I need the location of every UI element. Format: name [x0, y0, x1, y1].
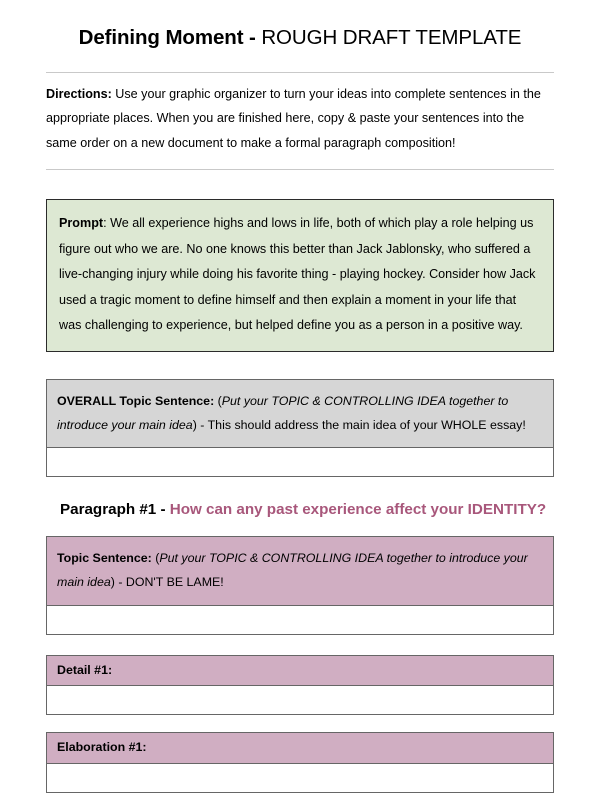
detail-one-header — [46, 655, 554, 687]
prompt-box — [46, 199, 554, 352]
overall-paren-open: ( — [214, 394, 222, 409]
topic-sentence-label: Topic Sentence: — [57, 551, 152, 566]
divider-top — [46, 72, 554, 73]
detail-one-label: Detail #1: — [57, 662, 113, 677]
paragraph-one-label: Paragraph #1 - — [60, 501, 170, 519]
topic-sentence-section — [46, 536, 554, 634]
overall-topic-sentence-header — [46, 379, 554, 448]
overall-trailing-text: - This should address the main idea of your WHOLE essay! — [196, 418, 526, 433]
overall-topic-sentence-section — [46, 379, 554, 477]
topic-sentence-answer-field[interactable] — [46, 606, 554, 635]
overall-topic-sentence-label: OVERALL Topic Sentence: — [57, 394, 215, 409]
overall-italic-instruction: Put your TOPIC & CONTROLLING IDEA together to introduce your main idea — [57, 394, 509, 433]
overall-topic-sentence-answer-field[interactable] — [46, 448, 554, 477]
page-title — [46, 0, 554, 51]
topic-trailing-text: - DON'T BE LAME! — [114, 575, 224, 590]
topic-sentence-header — [46, 536, 554, 605]
directions-paragraph — [46, 82, 554, 156]
topic-paren-close: ) — [110, 575, 115, 590]
elaboration-one-answer-field[interactable] — [46, 764, 554, 793]
page-title-regular: ROUGH DRAFT TEMPLATE — [261, 26, 522, 49]
elaboration-one-label: Elaboration #1: — [57, 740, 147, 755]
topic-italic-instruction: Put your TOPIC & CONTROLLING IDEA together to introduce your main idea — [57, 551, 528, 590]
paragraph-one-heading — [46, 500, 554, 520]
page-title-bold: Defining Moment - — [78, 26, 262, 49]
prompt-label: Prompt — [59, 216, 104, 231]
elaboration-one-section — [46, 732, 554, 793]
directions-text: Use your graphic organizer to turn your ideas into complete sentences in the appropriate places. When you are finished here, copy & paste your sentences into the same order on a new document to make a formal paragraph composition! — [46, 86, 541, 150]
directions-label: Directions: — [46, 86, 112, 101]
prompt-text: : We all experience highs and lows in life, both of which play a role helping us figure out who we are. No one knows this better than Jack Jablonsky, who suffered a live-changing injury while doing his favorite thing - playing hockey. Consider how Jack used a tragic moment to define himself and then explain a moment in your life that was challenging to experience, but helped define you as a person in a positive way. — [59, 216, 536, 333]
topic-paren-open: ( — [151, 551, 160, 566]
detail-one-answer-field[interactable] — [46, 686, 554, 715]
paragraph-one-question: How can any past experience affect your IDENTITY? — [169, 501, 547, 519]
divider-bottom — [46, 169, 554, 170]
detail-one-section — [46, 655, 554, 716]
overall-paren-close: ) — [192, 418, 197, 433]
